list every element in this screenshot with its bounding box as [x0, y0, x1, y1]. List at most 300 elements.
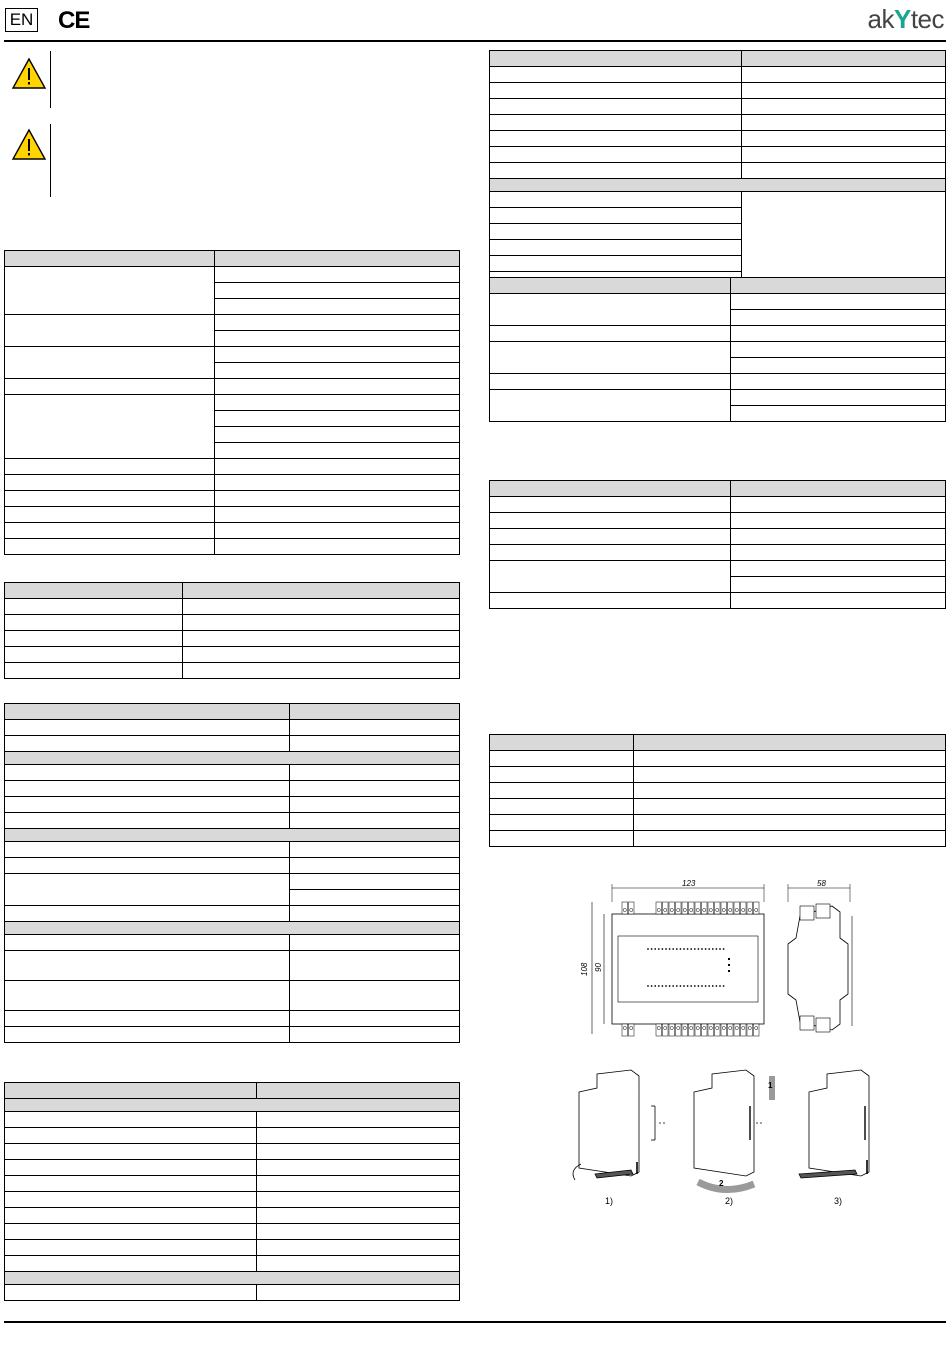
- table-cell: [731, 545, 946, 561]
- table-cell: [5, 1285, 257, 1301]
- table-row: [5, 1240, 460, 1256]
- table-row: [5, 829, 460, 842]
- table-row: [5, 615, 460, 631]
- table-row: [5, 315, 460, 331]
- terminal-screw: [722, 1026, 725, 1029]
- table-cell: [215, 331, 460, 347]
- table-cell: [490, 208, 742, 224]
- table-cell: [215, 459, 460, 475]
- terminal-screw: [696, 1026, 699, 1029]
- table-row: [5, 1208, 460, 1224]
- table-cell: [634, 831, 946, 847]
- terminal-bottom: [728, 1024, 734, 1036]
- table-row: [490, 545, 946, 561]
- table-row: [490, 390, 946, 406]
- arrow-label-1: 1: [768, 1081, 773, 1090]
- table-cell: [5, 583, 183, 599]
- table-cell: [490, 131, 742, 147]
- dimension-drawing: [570, 876, 870, 1042]
- table-cell: [742, 115, 946, 131]
- table-cell: [5, 523, 215, 539]
- table-cell: [5, 1083, 257, 1099]
- table-cell: [290, 797, 460, 813]
- table-cell: [290, 720, 460, 736]
- led-indicator: [654, 948, 656, 950]
- arrow-label-2: 2: [719, 1179, 724, 1188]
- led-indicator: [728, 970, 730, 972]
- table-cell: [257, 1208, 460, 1224]
- table-row: [490, 67, 946, 83]
- table-cell: [5, 935, 290, 951]
- table-cell: [215, 267, 460, 283]
- table-cell: [490, 561, 731, 593]
- table-row: [490, 147, 946, 163]
- table-row: [5, 1128, 460, 1144]
- table-cell: [290, 781, 460, 797]
- table-cell: [290, 765, 460, 781]
- table-row: [5, 599, 460, 615]
- terminal-screw: [677, 1026, 680, 1029]
- table-cell: [5, 1192, 257, 1208]
- table-cell: [5, 704, 290, 720]
- terminal-screw: [716, 1026, 719, 1029]
- language-badge: EN: [5, 8, 38, 32]
- led-indicator: [658, 985, 660, 987]
- terminal-screw: [722, 908, 725, 911]
- table-row: [490, 529, 946, 545]
- table-cell: [5, 1011, 290, 1027]
- terminal-screw: [623, 1026, 626, 1029]
- table-row: [5, 922, 460, 935]
- led-indicator: [672, 948, 674, 950]
- terminal-screw: [670, 908, 673, 911]
- terminal-bottom: [702, 1024, 708, 1036]
- led-indicator: [723, 985, 725, 987]
- table-cell: [5, 781, 290, 797]
- table-cell: [257, 1083, 460, 1099]
- led-indicator: [690, 948, 692, 950]
- table-cell: [731, 577, 946, 593]
- terminal-screw: [696, 908, 699, 911]
- table-row: [5, 1272, 460, 1285]
- spec-table-3: [4, 703, 460, 1043]
- table-row: [5, 539, 460, 555]
- terminal-screw: [716, 908, 719, 911]
- table-row: [5, 583, 460, 599]
- table-cell: [742, 163, 946, 179]
- table-cell: [490, 593, 731, 609]
- table-cell: [5, 663, 183, 679]
- table-cell: [490, 83, 742, 99]
- terminal-top: [656, 902, 662, 914]
- terminal-screw: [729, 908, 732, 911]
- table-row: [5, 1256, 460, 1272]
- terminal-screw: [703, 1026, 706, 1029]
- terminal-screw: [748, 1026, 751, 1029]
- table-cell: [290, 842, 460, 858]
- step-label-1: 1): [605, 1196, 614, 1206]
- terminal-screw: [735, 908, 738, 911]
- table-cell: [290, 1027, 460, 1043]
- table-row: [490, 192, 946, 208]
- table-cell: [290, 935, 460, 951]
- table-cell: [731, 593, 946, 609]
- table-cell: [257, 1176, 460, 1192]
- table-row: [5, 1160, 460, 1176]
- led-indicator: [690, 985, 692, 987]
- table-cell: [215, 443, 460, 459]
- led-indicator: [712, 948, 714, 950]
- table-cell: [183, 647, 460, 663]
- table-cell: [5, 1240, 257, 1256]
- terminal-top: [676, 902, 682, 914]
- led-indicator: [662, 985, 664, 987]
- terminal-top: [754, 902, 760, 914]
- table-row: [5, 858, 460, 874]
- table-cell: [731, 294, 946, 310]
- terminal-top: [629, 902, 635, 914]
- table-cell: [490, 256, 742, 272]
- table-cell: [490, 224, 742, 240]
- terminal-bottom: [741, 1024, 747, 1036]
- led-indicator: [705, 985, 707, 987]
- table-cell: [490, 513, 731, 529]
- table-row: [5, 347, 460, 363]
- table-row: [5, 1192, 460, 1208]
- table-row: [490, 294, 946, 310]
- table-cell: [215, 411, 460, 427]
- terminal-screw: [735, 1026, 738, 1029]
- terminal-screw: [664, 908, 667, 911]
- led-indicator: [712, 985, 714, 987]
- table-row: [5, 507, 460, 523]
- led-indicator: [683, 948, 685, 950]
- terminal-bottom: [721, 1024, 727, 1036]
- table-cell: [731, 310, 946, 326]
- led-indicator: [647, 985, 649, 987]
- spec-table-right-2: [489, 277, 946, 422]
- led-indicator: [680, 985, 682, 987]
- table-row: [5, 1224, 460, 1240]
- table-cell: [257, 1128, 460, 1144]
- table-cell: [5, 797, 290, 813]
- terminal-screw: [664, 1026, 667, 1029]
- terminal-top: [702, 902, 708, 914]
- table-row: [5, 736, 460, 752]
- table-cell: [5, 347, 215, 379]
- table-cell: [490, 278, 731, 294]
- led-indicator: [676, 985, 678, 987]
- table-row: [5, 720, 460, 736]
- led-indicator: [647, 948, 649, 950]
- table-row: [5, 251, 460, 267]
- brand-logo: akYtec: [867, 4, 944, 34]
- table-cell: [215, 283, 460, 299]
- terminal-screw: [729, 1026, 732, 1029]
- table-row: [5, 1144, 460, 1160]
- table-cell: [490, 67, 742, 83]
- table-row: [490, 513, 946, 529]
- table-cell: [742, 67, 946, 83]
- table-cell: [290, 813, 460, 829]
- terminal-screw: [683, 908, 686, 911]
- terminal-bottom: [747, 1024, 753, 1036]
- table-cell: [5, 1224, 257, 1240]
- table-cell: [257, 1224, 460, 1240]
- terminal-bottom: [663, 1024, 669, 1036]
- table-cell: [5, 631, 183, 647]
- terminal-top: [741, 902, 747, 914]
- terminal-top: [682, 902, 688, 914]
- led-indicator: [694, 948, 696, 950]
- table-cell: [290, 704, 460, 720]
- table-row: [5, 781, 460, 797]
- header-rule: [4, 40, 946, 42]
- table-row: [490, 481, 946, 497]
- table-row: [5, 935, 460, 951]
- led-indicator: [687, 985, 689, 987]
- table-cell: [5, 1027, 290, 1043]
- led-indicator: [716, 948, 718, 950]
- terminal-top: [669, 902, 675, 914]
- table-cell: [5, 315, 215, 347]
- table-cell: [257, 1256, 460, 1272]
- table-cell: [490, 815, 634, 831]
- led-indicator: [687, 948, 689, 950]
- terminal-top: [747, 902, 753, 914]
- table-cell: [742, 83, 946, 99]
- terminal-bottom: [734, 1024, 740, 1036]
- table-cell: [490, 497, 731, 513]
- table-cell: [490, 192, 742, 208]
- table-cell: [634, 735, 946, 751]
- table-row: [5, 1112, 460, 1128]
- table-cell: [490, 783, 634, 799]
- warning-triangle-icon: [11, 57, 47, 91]
- table-cell: [5, 765, 290, 781]
- led-indicator: [669, 985, 671, 987]
- terminal-top: [715, 902, 721, 914]
- warning-divider: [50, 51, 51, 108]
- terminal-screw: [709, 908, 712, 911]
- table-cell: [290, 981, 460, 1011]
- table-cell: [183, 631, 460, 647]
- led-indicator: [672, 985, 674, 987]
- table-cell: [731, 497, 946, 513]
- table-cell: [290, 906, 460, 922]
- table-cell: [742, 51, 946, 67]
- table-cell: [490, 767, 634, 783]
- table-cell: [5, 507, 215, 523]
- terminal-screw: [690, 908, 693, 911]
- led-indicator: [698, 948, 700, 950]
- table-cell: [5, 599, 183, 615]
- table-cell: [5, 379, 215, 395]
- terminal-screw: [755, 1026, 758, 1029]
- terminal-bottom: [754, 1024, 760, 1036]
- table-row: [5, 491, 460, 507]
- spec-table-2: [4, 582, 460, 679]
- table-row: [490, 767, 946, 783]
- terminal-bottom: [689, 1024, 695, 1036]
- table-cell: [731, 481, 946, 497]
- table-cell: [290, 1011, 460, 1027]
- table-cell: [731, 513, 946, 529]
- table-cell: [5, 736, 290, 752]
- table-cell: [290, 858, 460, 874]
- table-cell: [215, 427, 460, 443]
- terminal-screw: [709, 1026, 712, 1029]
- terminal-bottom: [715, 1024, 721, 1036]
- height-outer-dimension: 108: [580, 962, 589, 976]
- depth-dimension: 58: [817, 879, 826, 888]
- table-cell: [215, 315, 460, 331]
- step-label-3: 3): [834, 1196, 843, 1206]
- led-indicator: [708, 948, 710, 950]
- table-cell: [290, 890, 460, 906]
- table-cell: [490, 179, 946, 192]
- table-cell: [290, 951, 460, 981]
- spec-table-right-3: [489, 480, 946, 609]
- table-cell: [490, 545, 731, 561]
- table-cell: [257, 1240, 460, 1256]
- table-cell: [5, 1256, 257, 1272]
- terminal-screw: [703, 908, 706, 911]
- terminal-bottom: [622, 1024, 628, 1036]
- table-cell: [731, 406, 946, 422]
- table-cell: [490, 831, 634, 847]
- table-row: [490, 99, 946, 115]
- table-row: [5, 523, 460, 539]
- terminal-top: [663, 902, 669, 914]
- table-row: [490, 83, 946, 99]
- table-row: [5, 1083, 460, 1099]
- led-indicator: [654, 985, 656, 987]
- table-cell: [731, 561, 946, 577]
- spec-table-general: [4, 250, 460, 555]
- table-row: [5, 1027, 460, 1043]
- table-cell: [215, 363, 460, 379]
- terminal-top: [689, 902, 695, 914]
- table-cell: [257, 1192, 460, 1208]
- table-row: [5, 459, 460, 475]
- led-indicator: [719, 948, 721, 950]
- table-row: [5, 395, 460, 411]
- table-cell: [5, 267, 215, 315]
- table-row: [5, 951, 460, 981]
- table-row: [490, 326, 946, 342]
- table-cell: [490, 326, 731, 342]
- table-cell: [490, 163, 742, 179]
- led-indicator: [723, 948, 725, 950]
- table-row: [5, 752, 460, 765]
- terminal-screw: [677, 908, 680, 911]
- table-cell: [290, 874, 460, 890]
- table-row: [5, 1285, 460, 1301]
- table-cell: [490, 99, 742, 115]
- table-cell: [731, 326, 946, 342]
- table-cell: [215, 539, 460, 555]
- table-cell: [634, 783, 946, 799]
- table-cell: [215, 347, 460, 363]
- table-cell: [490, 51, 742, 67]
- table-row: [490, 735, 946, 751]
- table-cell: [5, 1208, 257, 1224]
- led-indicator: [708, 985, 710, 987]
- led-indicator: [669, 948, 671, 950]
- table-cell: [731, 342, 946, 358]
- table-row: [5, 704, 460, 720]
- table-cell: [742, 131, 946, 147]
- table-cell: [5, 829, 460, 842]
- table-cell: [183, 615, 460, 631]
- table-row: [5, 1099, 460, 1112]
- table-row: [490, 179, 946, 192]
- table-cell: [215, 475, 460, 491]
- table-cell: [5, 251, 215, 267]
- table-cell: [215, 491, 460, 507]
- table-cell: [215, 251, 460, 267]
- table-row: [5, 267, 460, 283]
- led-indicator: [662, 948, 664, 950]
- table-cell: [5, 1176, 257, 1192]
- table-cell: [490, 390, 731, 422]
- table-cell: [5, 858, 290, 874]
- table-row: [5, 1011, 460, 1027]
- table-row: [490, 342, 946, 358]
- table-cell: [490, 751, 634, 767]
- table-row: [490, 831, 946, 847]
- led-indicator: [705, 948, 707, 950]
- table-cell: [731, 390, 946, 406]
- terminal-screw: [670, 1026, 673, 1029]
- height-inner-dimension: 90: [594, 963, 603, 972]
- terminal-bottom: [695, 1024, 701, 1036]
- terminal-bottom: [676, 1024, 682, 1036]
- terminal-screw: [630, 908, 633, 911]
- table-cell: [5, 922, 460, 935]
- table-row: [490, 799, 946, 815]
- terminal-top: [734, 902, 740, 914]
- table-row: [5, 475, 460, 491]
- table-cell: [215, 523, 460, 539]
- table-row: [490, 593, 946, 609]
- table-cell: [5, 1160, 257, 1176]
- table-cell: [634, 815, 946, 831]
- table-cell: [490, 481, 731, 497]
- table-cell: [5, 720, 290, 736]
- terminal-screw: [742, 908, 745, 911]
- table-cell: [183, 583, 460, 599]
- spec-table-right-4: [489, 734, 946, 847]
- led-indicator: [680, 948, 682, 950]
- terminal-top: [721, 902, 727, 914]
- table-row: [5, 647, 460, 663]
- table-cell: [742, 147, 946, 163]
- terminal-top: [695, 902, 701, 914]
- table-cell: [5, 813, 290, 829]
- terminal-screw: [657, 908, 660, 911]
- led-indicator: [651, 948, 653, 950]
- table-cell: [490, 735, 634, 751]
- terminal-screw: [657, 1026, 660, 1029]
- table-cell: [490, 342, 731, 374]
- table-cell: [5, 906, 290, 922]
- table-cell: [215, 379, 460, 395]
- table-row: [5, 813, 460, 829]
- table-cell: [5, 1144, 257, 1160]
- step-label-2: 2): [725, 1196, 734, 1206]
